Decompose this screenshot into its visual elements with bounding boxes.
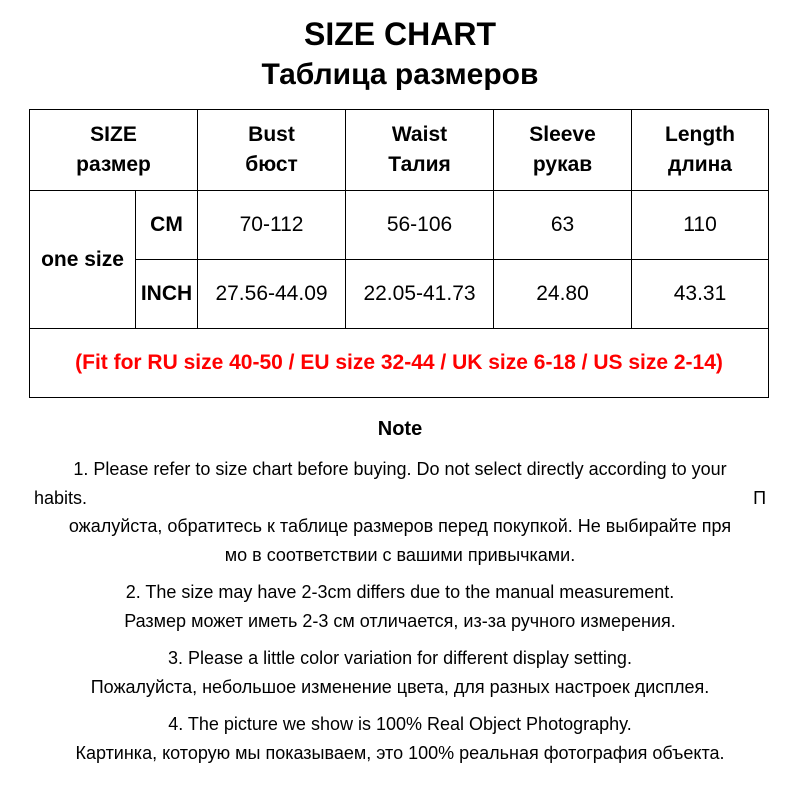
header-sleeve-en: Sleeve	[529, 123, 596, 146]
table-cell: 24.80	[494, 260, 632, 329]
unit-cell: CM	[136, 191, 198, 260]
header-size-en: SIZE	[90, 123, 137, 146]
note-3	[34, 644, 766, 701]
size-label-cell: one size	[30, 191, 136, 329]
note-1-line-4: мо в соответствии с вашими привычками.	[224, 544, 576, 565]
fit-note-cell	[30, 329, 769, 398]
header-waist	[346, 110, 494, 191]
header-length-ru: длина	[668, 153, 732, 176]
size-chart-title: SIZE CHART	[304, 16, 496, 52]
note-title: Note	[377, 418, 423, 440]
note-1-line-2	[34, 484, 766, 513]
note-3-ru: Пожалуйста, небольшое изменение цвета, для разных настроек дисплея.	[90, 676, 710, 697]
note-4-en: 4. The picture we show is 100% Real Object Photography.	[168, 714, 632, 734]
note-1-line-2-left: habits.	[34, 487, 88, 508]
header-size-ru: размер	[76, 153, 151, 176]
table-cell: 56-106	[346, 191, 494, 260]
notes-block	[34, 455, 766, 776]
table-cell: 70-112	[198, 191, 346, 260]
note-1-line-1: 1. Please refer to size chart before buying. Do not select directly according to your	[73, 459, 727, 479]
header-length	[632, 110, 769, 191]
table-cell: 63	[494, 191, 632, 260]
note-4	[34, 710, 766, 767]
table-header-row	[30, 110, 769, 191]
header-bust-ru: бюст	[245, 153, 298, 176]
note-2	[34, 578, 766, 635]
header-size	[30, 110, 198, 191]
table-row	[30, 191, 769, 260]
unit-cell: INCH	[136, 260, 198, 329]
note-1-line-3: ожалуйста, обратитесь к таблице размеров перед покупкой. Не выбирайте пря	[68, 516, 732, 536]
header-length-en: Length	[665, 123, 735, 146]
table-cell: 110	[632, 191, 769, 260]
fit-note: (Fit for RU size 40-50 / EU size 32-44 / UK size 6-18 / US size 2-14)	[75, 351, 723, 374]
note-4-ru: Картинка, которую мы показываем, это 100% реальная фотография объекта.	[75, 742, 725, 763]
note-1-line-2-right: П	[753, 487, 766, 508]
size-chart-title-ru: Таблица размеров	[261, 58, 539, 91]
note-2-ru: Размер может иметь 2-3 см отличается, из-за ручного измерения.	[124, 610, 676, 631]
table-cell: 27.56-44.09	[198, 260, 346, 329]
header-bust-en: Bust	[248, 123, 295, 146]
header-sleeve	[494, 110, 632, 191]
header-sleeve-ru: рукав	[532, 153, 593, 176]
note-1	[34, 455, 766, 569]
fit-note-row	[30, 329, 769, 398]
note-2-en: 2. The size may have 2-3cm differs due to the manual measurement.	[125, 582, 675, 602]
size-table	[29, 109, 769, 398]
table-row	[30, 260, 769, 329]
table-cell: 22.05-41.73	[346, 260, 494, 329]
header-bust	[198, 110, 346, 191]
table-cell: 43.31	[632, 260, 769, 329]
note-3-en: 3. Please a little color variation for different display setting.	[168, 648, 632, 668]
header-waist-ru: Талия	[388, 153, 451, 176]
header-waist-en: Waist	[391, 123, 448, 146]
